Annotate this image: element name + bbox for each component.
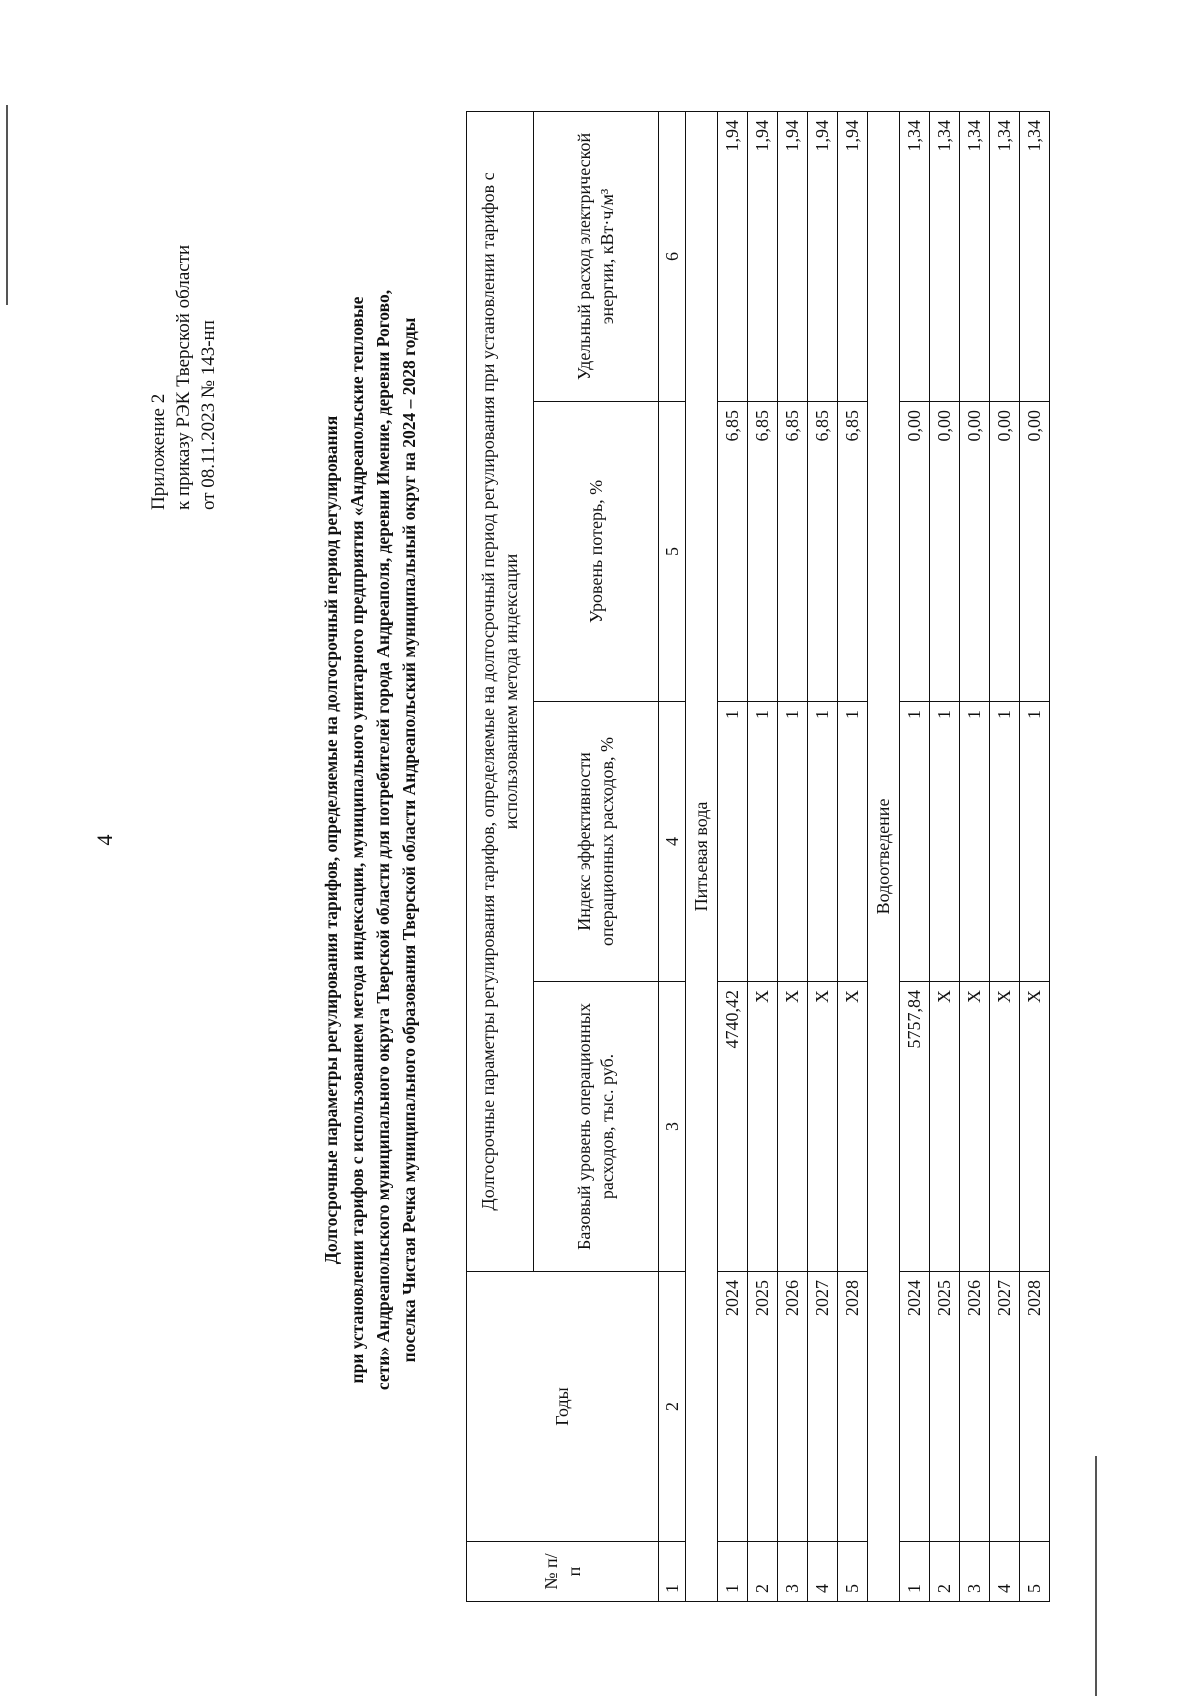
section-row-drinking-water: [686, 111, 718, 1601]
cell-base-expenses: Х: [930, 982, 960, 1272]
cell-base-expenses: Х: [778, 982, 808, 1272]
table-row: [808, 111, 838, 1601]
page-number: 4: [92, 834, 117, 846]
section-title: Водоотведение: [868, 111, 900, 1601]
cell-efficiency-index: 1: [960, 702, 990, 982]
table-row: [900, 111, 930, 1601]
cell-base-expenses: Х: [808, 982, 838, 1272]
title-line: Долгосрочные параметры регулирования тарифов, определяемые на долгосрочный период регулирования: [321, 415, 341, 1265]
cell-year: 2025: [748, 1272, 778, 1542]
table-row: [748, 111, 778, 1601]
table-row: [960, 111, 990, 1601]
cell-loss-level: 0,00: [990, 402, 1020, 702]
cell-no: 5: [838, 1542, 868, 1602]
column-number: 4: [659, 702, 686, 982]
cell-energy-consumption: 1,94: [718, 111, 748, 401]
table-row: [1020, 111, 1050, 1601]
cell-year: 2025: [930, 1272, 960, 1542]
header-group-parameters: Долгосрочные параметры регулирования тарифов, определяемые на долгосрочный период регулирования при установлении тарифов с использованием метода индексации: [467, 111, 534, 1271]
cell-energy-consumption: 1,34: [930, 111, 960, 401]
cell-loss-level: 6,85: [808, 402, 838, 702]
cell-efficiency-index: 1: [718, 702, 748, 982]
cell-no: 1: [900, 1542, 930, 1602]
table-row: [930, 111, 960, 1601]
cell-year: 2028: [838, 1272, 868, 1542]
cell-loss-level: 6,85: [748, 402, 778, 702]
column-numbers-row: [659, 111, 686, 1601]
column-number: 2: [659, 1272, 686, 1542]
cell-year: 2024: [900, 1272, 930, 1542]
table-row: [990, 111, 1020, 1601]
cell-year: 2027: [808, 1272, 838, 1542]
cell-efficiency-index: 1: [748, 702, 778, 982]
document-title: [318, 100, 422, 1580]
title-line: при установлении тарифов с использованием метода индексации, муниципального унитарного предприятия «Андреапольские тепловые: [347, 296, 367, 1384]
header-col-no: № п/п: [467, 1542, 659, 1602]
cell-base-expenses: 5757,84: [900, 982, 930, 1272]
column-number: 5: [659, 402, 686, 702]
cell-no: 2: [930, 1542, 960, 1602]
column-number: 6: [659, 111, 686, 401]
cell-loss-level: 6,85: [718, 402, 748, 702]
section-row-wastewater: [868, 111, 900, 1601]
cell-energy-consumption: 1,34: [990, 111, 1020, 401]
header-energy-consumption: Удельный расход электрической энергии, кВт·ч/м³: [534, 111, 659, 401]
cell-energy-consumption: 1,94: [808, 111, 838, 401]
cell-loss-level: 0,00: [1020, 402, 1050, 702]
header-efficiency-index: Индекс эффективности операционных расходов, %: [534, 702, 659, 982]
cell-no: 4: [808, 1542, 838, 1602]
header-col-years: Годы: [467, 1272, 659, 1542]
cell-base-expenses: Х: [990, 982, 1020, 1272]
cell-efficiency-index: 1: [838, 702, 868, 982]
table-row: [778, 111, 808, 1601]
cell-base-expenses: Х: [960, 982, 990, 1272]
cell-energy-consumption: 1,94: [778, 111, 808, 401]
table-row: [718, 111, 748, 1601]
rotated-page-content: [60, 60, 1120, 1620]
cell-efficiency-index: 1: [778, 702, 808, 982]
cell-loss-level: 0,00: [960, 402, 990, 702]
cell-energy-consumption: 1,34: [900, 111, 930, 401]
cell-year: 2027: [990, 1272, 1020, 1542]
cell-year: 2024: [718, 1272, 748, 1542]
header-loss-level: Уровень потерь, %: [534, 402, 659, 702]
column-number: 1: [659, 1542, 686, 1602]
cell-year: 2026: [778, 1272, 808, 1542]
title-line: сети» Андреапольского муниципального округа Тверской области для потребителей города Андреаполя, деревни Имение, деревни Рогово,: [373, 289, 393, 1391]
cell-efficiency-index: 1: [930, 702, 960, 982]
appendix-line: от 08.11.2023 № 143-нп: [198, 320, 219, 510]
cell-efficiency-index: 1: [990, 702, 1020, 982]
column-number: 3: [659, 982, 686, 1272]
appendix-line: к приказу РЭК Тверской области: [173, 244, 194, 510]
cell-base-expenses: 4740,42: [718, 982, 748, 1272]
appendix-note: [146, 245, 221, 510]
cell-no: 5: [1020, 1542, 1050, 1602]
cell-no: 2: [748, 1542, 778, 1602]
cell-no: 4: [990, 1542, 1020, 1602]
cell-loss-level: 0,00: [900, 402, 930, 702]
cell-base-expenses: Х: [1020, 982, 1050, 1272]
cell-year: 2028: [1020, 1272, 1050, 1542]
appendix-line: Приложение 2: [148, 393, 169, 510]
cell-energy-consumption: 1,94: [748, 111, 778, 401]
cell-no: 3: [778, 1542, 808, 1602]
cell-no: 3: [960, 1542, 990, 1602]
header-base-expenses: Базовый уровень операционных расходов, тыс. руб.: [534, 982, 659, 1272]
table-row: [838, 111, 868, 1601]
cell-efficiency-index: 1: [808, 702, 838, 982]
cell-loss-level: 6,85: [778, 402, 808, 702]
title-line: поселка Чистая Речка муниципального образования Тверской области Андреапольский муниципальный округ на 2024 – 2028 годы: [399, 317, 419, 1363]
cell-loss-level: 6,85: [838, 402, 868, 702]
cell-efficiency-index: 1: [1020, 702, 1050, 982]
tariff-parameters-table: [466, 111, 1050, 1602]
cell-energy-consumption: 1,34: [960, 111, 990, 401]
section-title: Питьевая вода: [686, 111, 718, 1601]
cell-base-expenses: Х: [838, 982, 868, 1272]
cell-loss-level: 0,00: [930, 402, 960, 702]
scan-edge-line-left: [6, 105, 8, 305]
cell-efficiency-index: 1: [900, 702, 930, 982]
cell-no: 1: [718, 1542, 748, 1602]
cell-energy-consumption: 1,34: [1020, 111, 1050, 401]
cell-year: 2026: [960, 1272, 990, 1542]
cell-base-expenses: Х: [748, 982, 778, 1272]
cell-energy-consumption: 1,94: [838, 111, 868, 401]
table-header-row: [467, 111, 534, 1601]
